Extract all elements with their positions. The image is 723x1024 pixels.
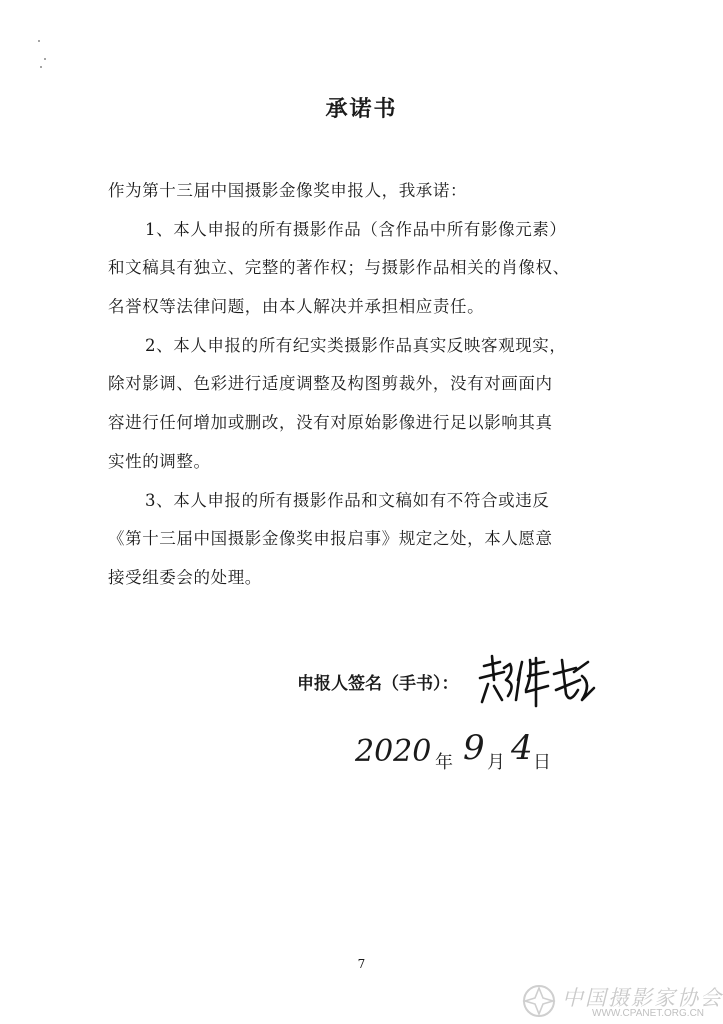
page-number: 7 (357, 957, 366, 971)
clause-1-line-3: 名誉权等法律问题，由本人解决并承担相应责任。 (108, 297, 485, 316)
date-month-suffix: 月 (487, 752, 505, 773)
clause-2-line-3: 容进行任何增加或删改，没有对原始影像进行足以影响其真 (108, 413, 553, 432)
clause-3-line-1: 3、本人申报的所有摄影作品和文稿如有不符合或违反 (145, 491, 550, 510)
clause-3-line-3: 接受组委会的处理。 (108, 568, 262, 587)
clause-2-line-2: 除对影调、色彩进行适度调整及构图剪裁外，没有对画面内 (108, 374, 553, 393)
clause-1-line-1: 1、本人申报的所有摄影作品（含作品中所有影像元素） (145, 220, 567, 239)
page-title: 承诺书 (325, 96, 398, 122)
date-year-suffix: 年 (435, 752, 453, 773)
watermark-org-name: 中国摄影家协会 (562, 986, 723, 1010)
watermark-url: WWW.CPANET.ORG.CN (592, 1008, 705, 1019)
scan-speck (44, 58, 46, 60)
date-year: 2020 (355, 734, 432, 769)
clause-1-line-2: 和文稿具有独立、完整的著作权；与摄影作品相关的肖像权、 (108, 258, 570, 277)
date-month: 9 (463, 728, 485, 768)
signature-label: 申报人签名（手书）： (297, 674, 459, 694)
clause-2-line-1: 2、本人申报的所有纪实类摄影作品真实反映客观现实， (145, 336, 567, 355)
clause-2-line-4: 实性的调整。 (108, 452, 211, 471)
scan-speck (40, 66, 42, 68)
scan-speck (38, 40, 40, 42)
date-day: 4 (511, 728, 533, 768)
watermark-logo-icon (520, 982, 558, 1020)
date-day-suffix: 日 (533, 752, 551, 773)
handwritten-signature (470, 650, 600, 720)
clause-3-line-2: 《第十三届中国摄影金像奖申报启事》规定之处，本人愿意 (108, 529, 553, 548)
intro-line: 作为第十三届中国摄影金像奖申报人，我承诺： (108, 181, 468, 200)
watermark (520, 982, 723, 1022)
